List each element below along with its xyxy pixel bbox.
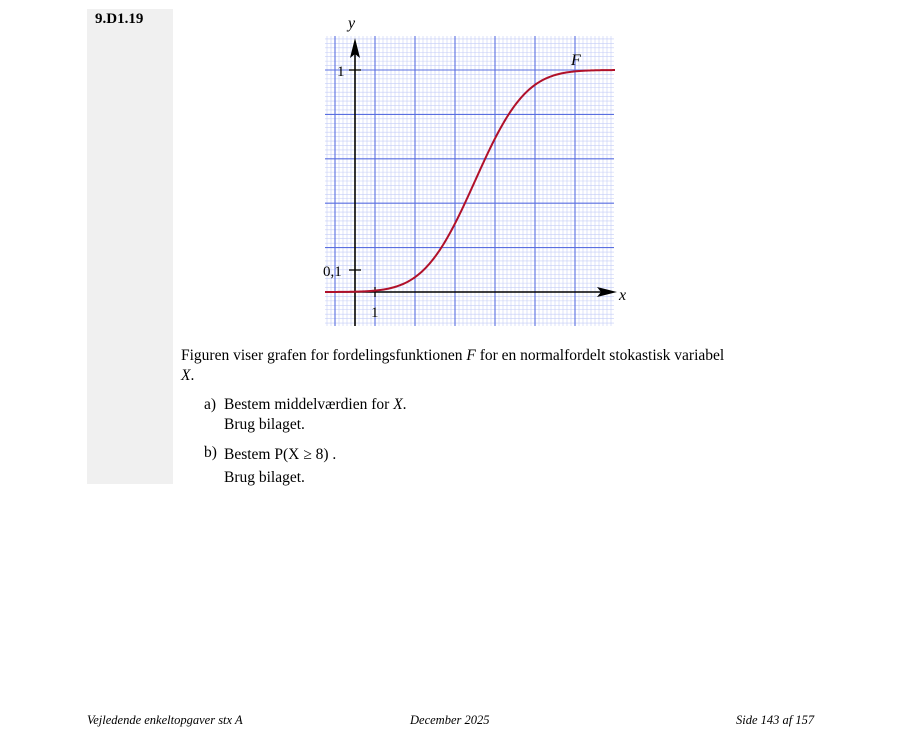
footer-left: Vejledende enkeltopgaver stx A <box>87 713 243 727</box>
y-axis-label: y <box>348 15 356 32</box>
question-a-letter: a) <box>204 396 217 413</box>
intro-F: F <box>466 347 476 364</box>
task-label-column <box>87 9 173 484</box>
curve-label: F <box>571 52 581 69</box>
question-b-letter: b) <box>204 444 217 461</box>
question-a-line1: Bestem middelværdien for X. <box>224 396 407 413</box>
question-b-line2: Brug bilaget. <box>224 469 305 486</box>
y-tick-small-label: 0,1 <box>323 264 342 280</box>
y-tick-one-label: 1 <box>337 64 345 80</box>
footer-center: December 2025 <box>410 713 490 727</box>
question-a-line2: Brug bilaget. <box>224 416 305 433</box>
footer-right: Side 143 af 157 <box>736 713 815 727</box>
x-tick-one-label: 1 <box>371 305 379 321</box>
minor-grid <box>325 36 614 326</box>
intro-X: X <box>181 367 191 384</box>
intro-text: Figuren viser grafen for fordelingsfunktionen F for en normalfordelt stokastisk variabel X. <box>181 347 725 384</box>
question-b-line1: Bestem P(X ≥ 8) . <box>224 446 337 463</box>
cdf-graph <box>300 8 640 338</box>
distribution-figure <box>300 8 640 338</box>
task-id: 9.D1.19 <box>95 11 144 27</box>
x-axis-label: x <box>619 287 627 304</box>
